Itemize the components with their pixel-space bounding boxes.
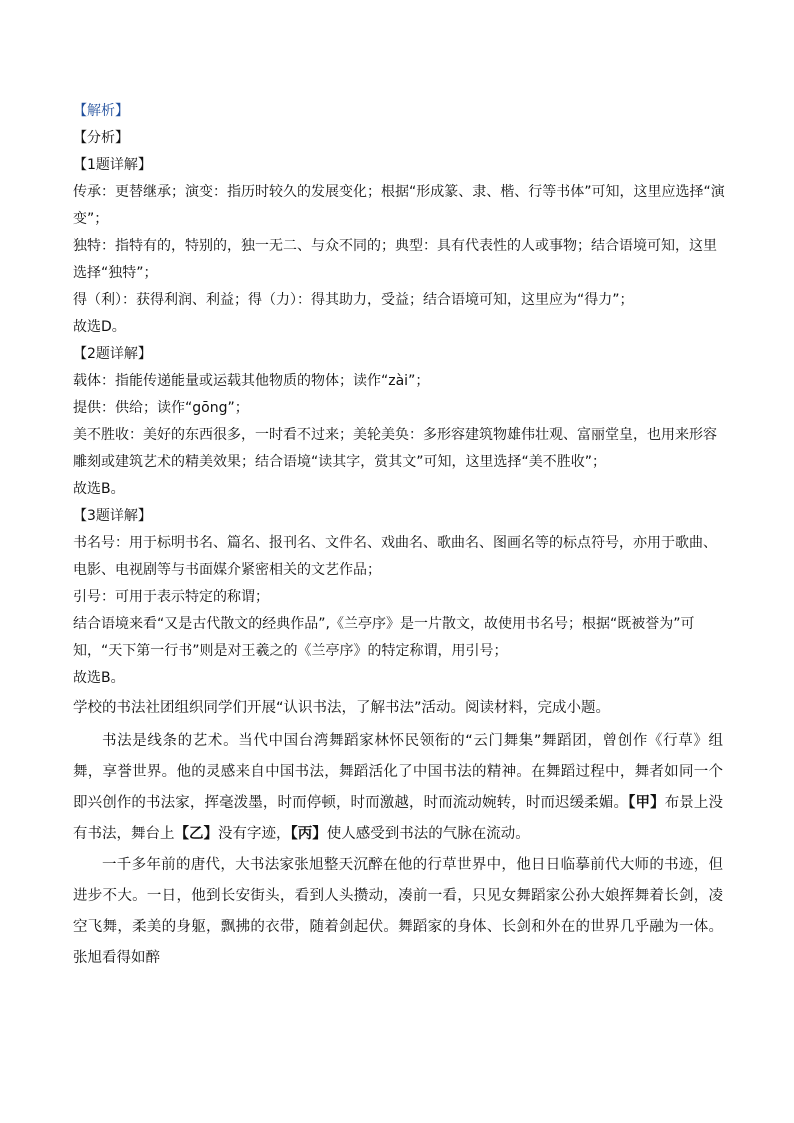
q1-line: 传承：更替继承；演变：指历时较久的发展变化；根据“形成篆、隶、楷、行等书体”可知，这里应选择“演	[73, 184, 725, 200]
q2-line: 美不胜收：美好的东西很多，一时看不过来；美轮美奂：多形容建筑物雄伟壮观、富丽堂皇，也用来形容	[73, 427, 717, 443]
passage-paragraph-1	[73, 726, 723, 850]
q3-line: 书名号：用于标明书名、篇名、报刊名、文件名、戏曲名、歌曲名、图画名等的标点符号，亦用于歌曲、	[73, 535, 717, 551]
blank-marker-jia: 【甲】	[628, 795, 665, 811]
q1-line: 变”；	[73, 211, 109, 227]
analysis-subtitle: 【分析】	[73, 130, 129, 146]
q1-line: 得（利）：获得利润、利益；得（力）：得其助力，受益；结合语境可知，这里应为“得力”；	[73, 292, 634, 308]
q2-answer: 故选B。	[73, 481, 125, 497]
reading-intro: 学校的书法社团组织同学们开展“认识书法，了解书法”活动。阅读材料，完成小题。	[73, 700, 611, 716]
q1-line: 独特：指特有的，特别的，独一无二、与众不同的；典型：具有代表性的人或事物；结合语境可知，这里	[73, 238, 717, 254]
q2-line: 载体：指能传递能量或运载其他物质的物体；读作“zài”；	[73, 373, 430, 389]
q2-line: 提供：供给；读作“gōng”；	[73, 400, 249, 416]
passage-text: 书法是线条的艺术。当代中国台湾舞蹈家林怀民领衔的“云门舞集”舞蹈团，曾创作《行草》组舞，享誉世界。他的灵感来自中国书法，舞蹈活化了中国书法的精神。在舞蹈过程中，舞者如同一个即兴创作的书法家，挥毫泼墨，时而停顿，时而激越，时而流动婉转，时而迟缓柔媚。	[73, 733, 723, 811]
reading-passage	[73, 726, 723, 974]
q2-header: 【2题详解】	[73, 346, 152, 362]
document-page	[73, 98, 723, 974]
q3-answer: 故选B。	[73, 670, 125, 686]
passage-text: 使人感受到书法的气脉在流动。	[326, 826, 530, 842]
blank-marker-yi: 【乙】	[174, 826, 218, 842]
q3-line: 知，“天下第一行书”则是对王羲之的《兰亭序》的特定称谓，用引号；	[73, 643, 508, 659]
q1-answer: 故选D。	[73, 319, 126, 335]
q1-line: 选择“独特”；	[73, 265, 158, 281]
analysis-title: 【解析】	[73, 103, 129, 119]
q3-header: 【3题详解】	[73, 508, 152, 524]
passage-paragraph-2: 一千多年前的唐代，大书法家张旭整天沉醉在他的行草世界中，他日日临摹前代大师的书迹，但进步不大。一日，他到长安街头，看到人头攒动，凑前一看，只见女舞蹈家公孙大娘挥舞着长剑，凌空飞舞，柔美的身躯，飘拂的衣带，随着剑起伏。舞蹈家的身体、长剑和外在的世界几乎融为一体。张旭看得如醉	[73, 857, 723, 966]
q3-line: 电影、电视剧等与书面媒介紧密相关的文艺作品；	[73, 562, 381, 578]
passage-text: 布景上没有书法，舞台上	[73, 795, 724, 842]
blank-marker-bing: 【丙】	[290, 826, 327, 842]
q2-line: 雕刻或建筑艺术的精美效果；结合语境“读其字，赏其文”可知，这里选择“美不胜收”；	[73, 454, 607, 470]
q3-line: 结合语境来看“又是古代散文的经典作品”,《兰亭序》是一片散文，故使用书名号；根据“既被誉为”可	[73, 616, 695, 632]
q1-header: 【1题详解】	[73, 157, 152, 173]
passage-text: 没有字迹，	[218, 826, 291, 842]
q3-line: 引号：可用于表示特定的称谓；	[73, 589, 269, 605]
